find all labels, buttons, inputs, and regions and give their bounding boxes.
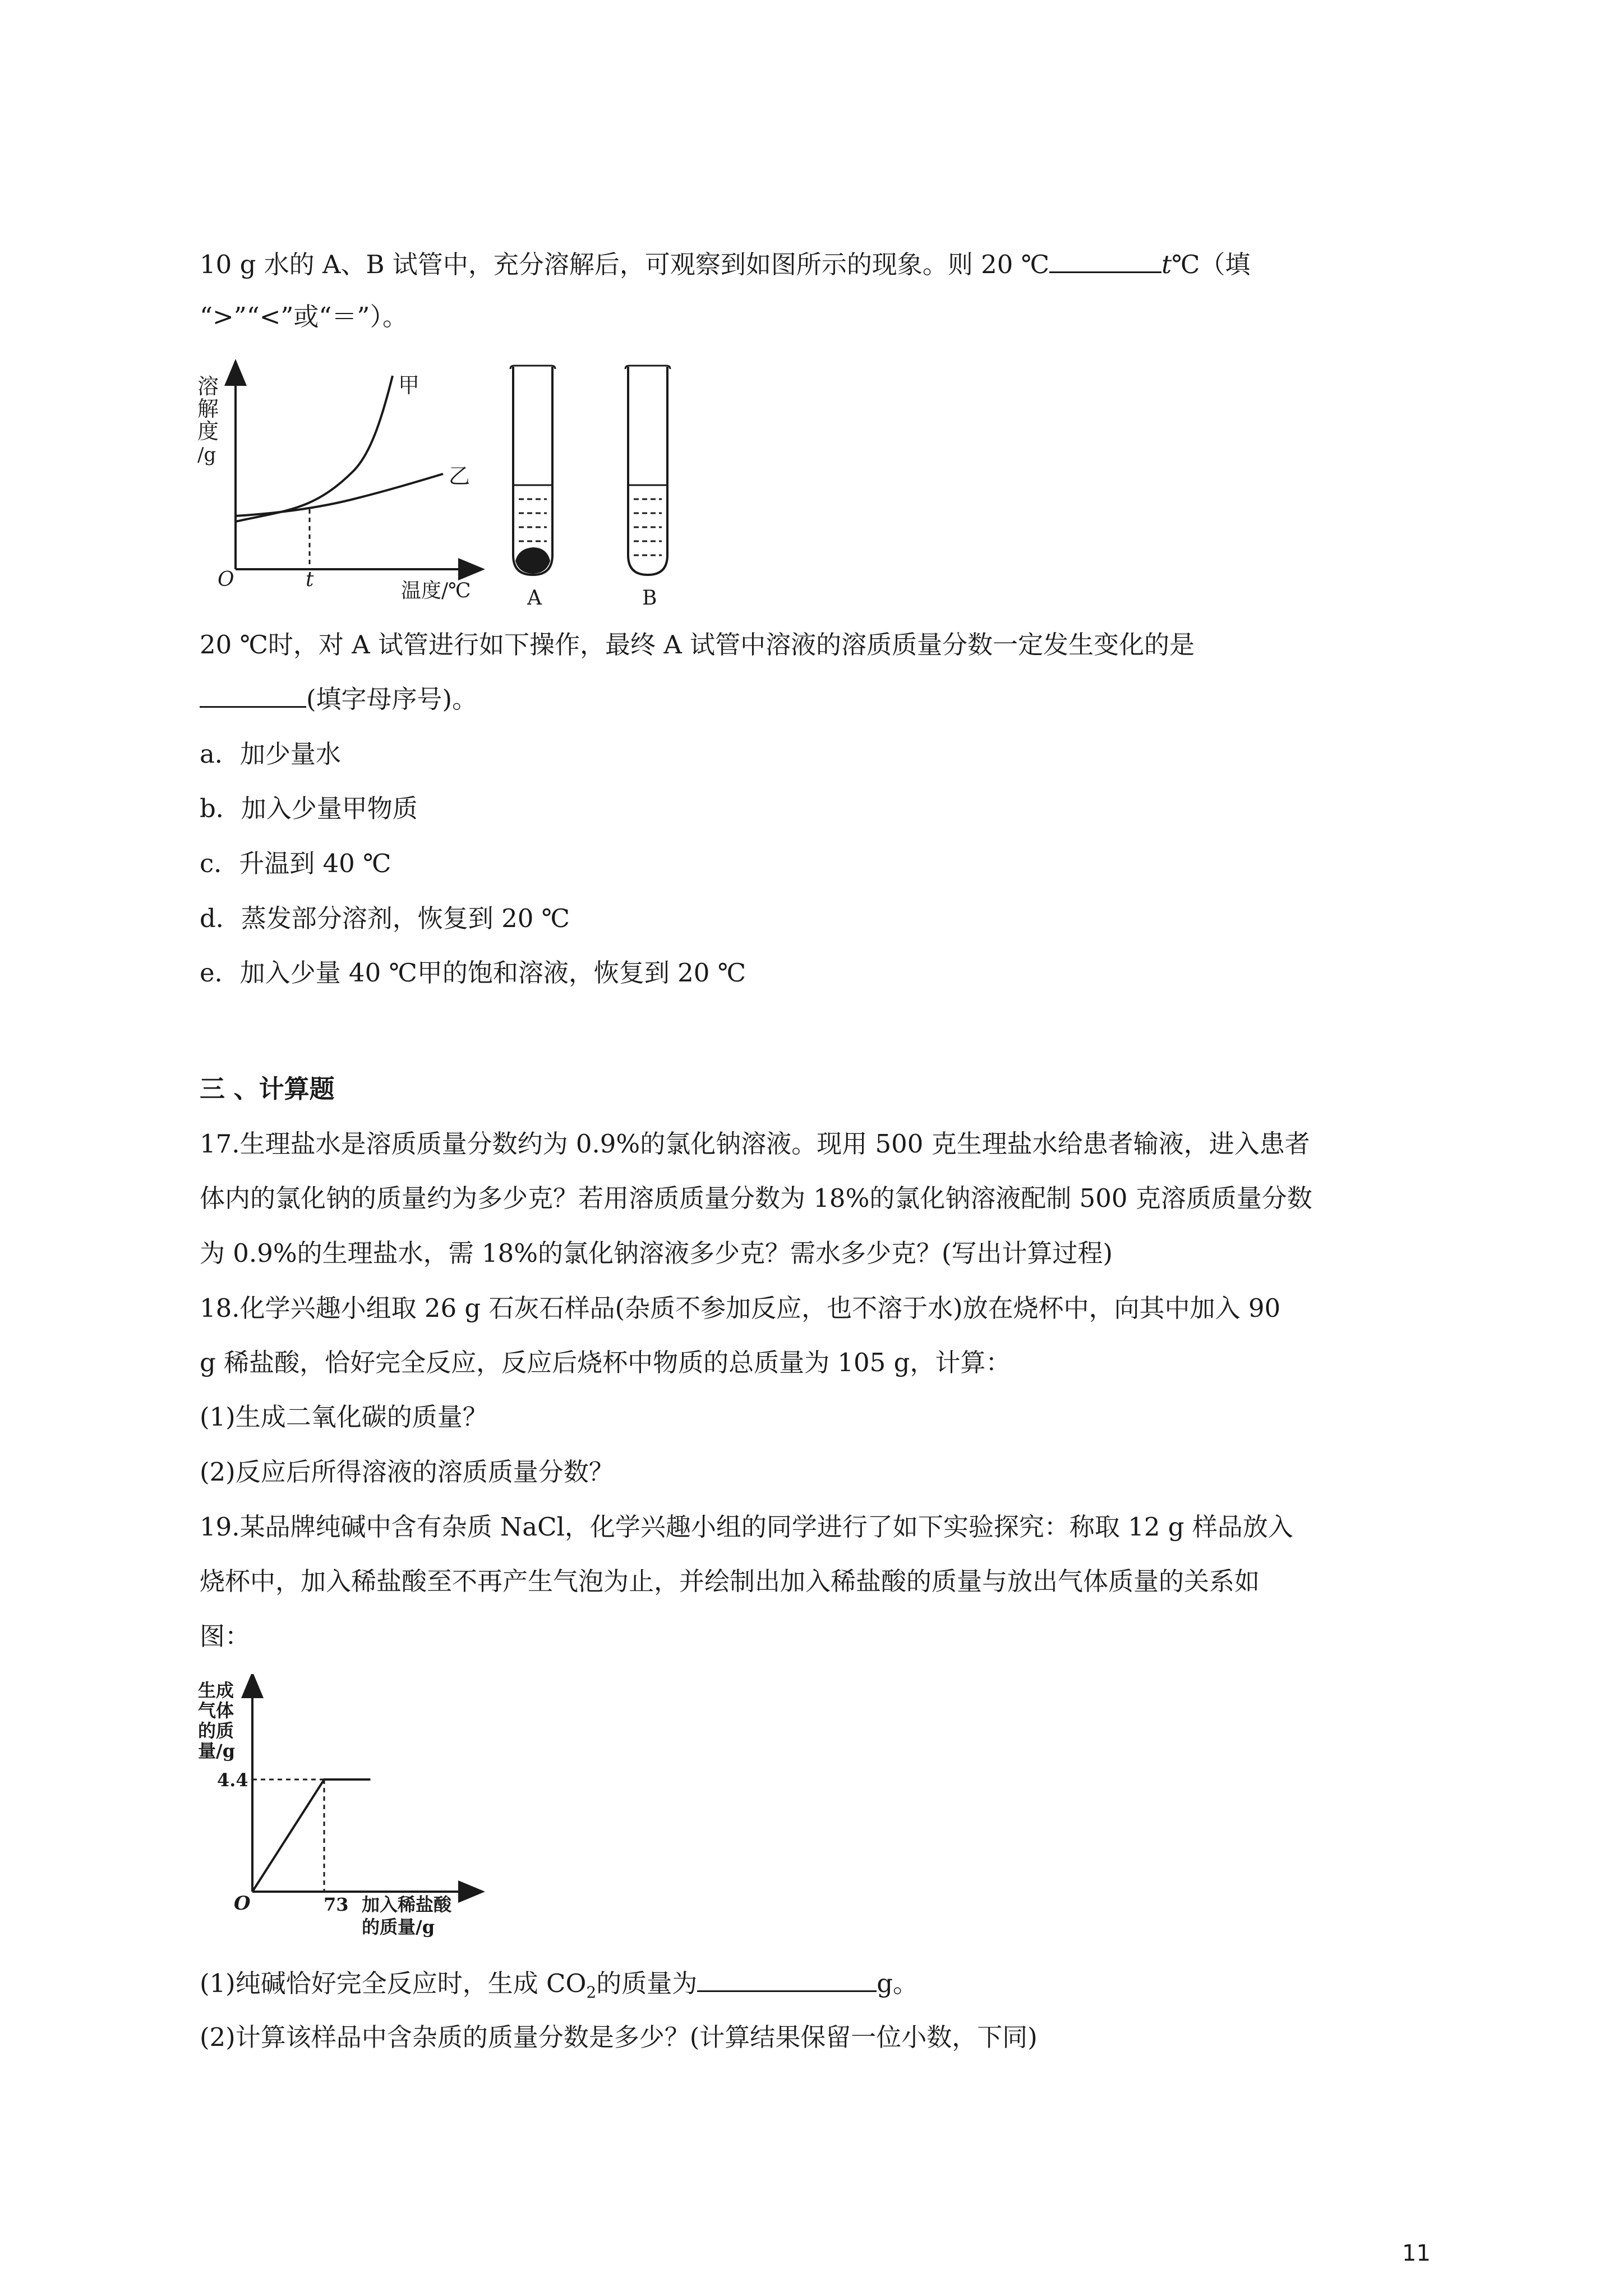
option-e: e．加入少量 40 ℃甲的饱和溶液，恢复到 20 ℃ [200, 958, 746, 988]
answer-blank[interactable] [697, 1966, 877, 1992]
section-title: 三 、计算题 [200, 1074, 335, 1104]
q16-line1-pre: 10 g 水的 A、B 试管中，充分溶解后，可观察到如图所示的现象。则 20 ℃ [200, 250, 1050, 279]
q16-line1-post: ℃（填 [1172, 250, 1251, 279]
gas-mass-chart [193, 1674, 508, 1943]
chart-y-label-3: 的质 [198, 1720, 234, 1741]
chart-y-label-4: 量/g [198, 1740, 236, 1762]
q19-sub1-mid: 的质量为 [596, 1968, 698, 1998]
curve-jia-label: 甲 [398, 373, 420, 398]
q16-line1 [200, 247, 1251, 282]
q16-var-t: t [1161, 250, 1172, 279]
q19-sub1 [200, 1966, 918, 2009]
option-d: d．蒸发部分溶剂，恢复到 20 ℃ [200, 903, 570, 933]
chart-y-label-1: 生成 [198, 1680, 234, 1701]
q16-line4-post: (填字母序号)。 [306, 684, 478, 714]
chart-origin: O [234, 1892, 251, 1915]
q18-sub1: (1)生成二氧化碳的质量？ [200, 1402, 488, 1432]
q19-sub1-pre: (1)纯碱恰好完全反应时，生成 CO [200, 1968, 587, 1998]
y-label-2: 解 [197, 397, 219, 421]
chart-x-tick: 73 [324, 1894, 349, 1915]
q19-sub1-subscript: 2 [586, 1983, 597, 2002]
q17-line1: 17.生理盐水是溶质质量分数约为 0.9%的氯化钠溶液。现用 500 克生理盐水给患者输液，进入患者 [200, 1129, 1310, 1159]
option-b: b．加入少量甲物质 [200, 794, 418, 823]
tube-b-label: B [642, 587, 657, 610]
q17-line2: 体内的氯化钠的质量约为多少克？若用溶质质量分数为 18%的氯化钠溶液配制 500 克溶质质量分数 [200, 1183, 1312, 1213]
q19-line2: 烧杯中，加入稀盐酸至不再产生气泡为止，并绘制出加入稀盐酸的质量与放出气体质量的关系如 [200, 1566, 1260, 1596]
curve-jia [236, 376, 393, 522]
q16-line2: “>”“<”或“＝”）。 [200, 302, 408, 331]
gas-series-line [252, 1779, 370, 1892]
y-label-3: 度 [197, 419, 219, 444]
q18-sub2: (2)反应后所得溶液的溶质质量分数？ [200, 1457, 614, 1487]
q16-line4 [200, 681, 477, 716]
page-number: 11 [1402, 2240, 1431, 2266]
test-tube-b [617, 365, 679, 611]
x-label: 温度/℃ [401, 579, 471, 602]
answer-blank[interactable] [1049, 247, 1161, 273]
chart-y-label-2: 气体 [198, 1700, 234, 1721]
q17-line3: 为 0.9%的生理盐水，需 18%的氯化钠溶液多少克？需水多少克？(写出计算过程) [200, 1238, 1113, 1268]
tube-a-label: A [527, 587, 542, 610]
option-c: c．升温到 40 ℃ [200, 849, 391, 878]
option-a: a．加少量水 [200, 739, 341, 769]
solubility-graph [191, 359, 505, 606]
curve-yi-label: 乙 [449, 464, 471, 488]
y-label-4: /g [197, 444, 216, 466]
q18-line2: g 稀盐酸，恰好完全反应，反应后烧杯中物质的总质量为 105 g，计算： [200, 1348, 1011, 1377]
t-tick-label: t [306, 568, 314, 591]
q16-line3: 20 ℃时，对 A 试管进行如下操作，最终 A 试管中溶液的溶质质量分数一定发生变化的是 [200, 630, 1195, 660]
answer-blank[interactable] [200, 681, 306, 708]
test-tube-a [502, 365, 564, 611]
q19-sub1-post: g。 [877, 1968, 919, 1998]
q19-line1: 19.某品牌纯碱中含有杂质 NaCl，化学兴趣小组的同学进行了如下实验探究：称取 12 g 样品放入 [200, 1512, 1293, 1542]
origin-label: O [218, 568, 234, 591]
chart-y-tick: 4.4 [217, 1769, 248, 1791]
chart-x-label-1: 加入稀盐酸 [362, 1894, 452, 1915]
y-label-1: 溶 [197, 374, 219, 399]
chart-x-label-2: 的质量/g [362, 1916, 435, 1938]
q18-line1: 18.化学兴趣小组取 26 g 石灰石样品(杂质不参加反应，也不溶于水)放在烧杯中，向其中加入 90 [200, 1293, 1281, 1323]
undissolved-solid [515, 547, 550, 574]
q19-line3: 图： [200, 1621, 251, 1651]
curve-yi [236, 474, 443, 516]
q19-sub2: (2)计算该样品中含杂质的质量分数是多少？(计算结果保留一位小数，下同) [200, 2022, 1038, 2052]
